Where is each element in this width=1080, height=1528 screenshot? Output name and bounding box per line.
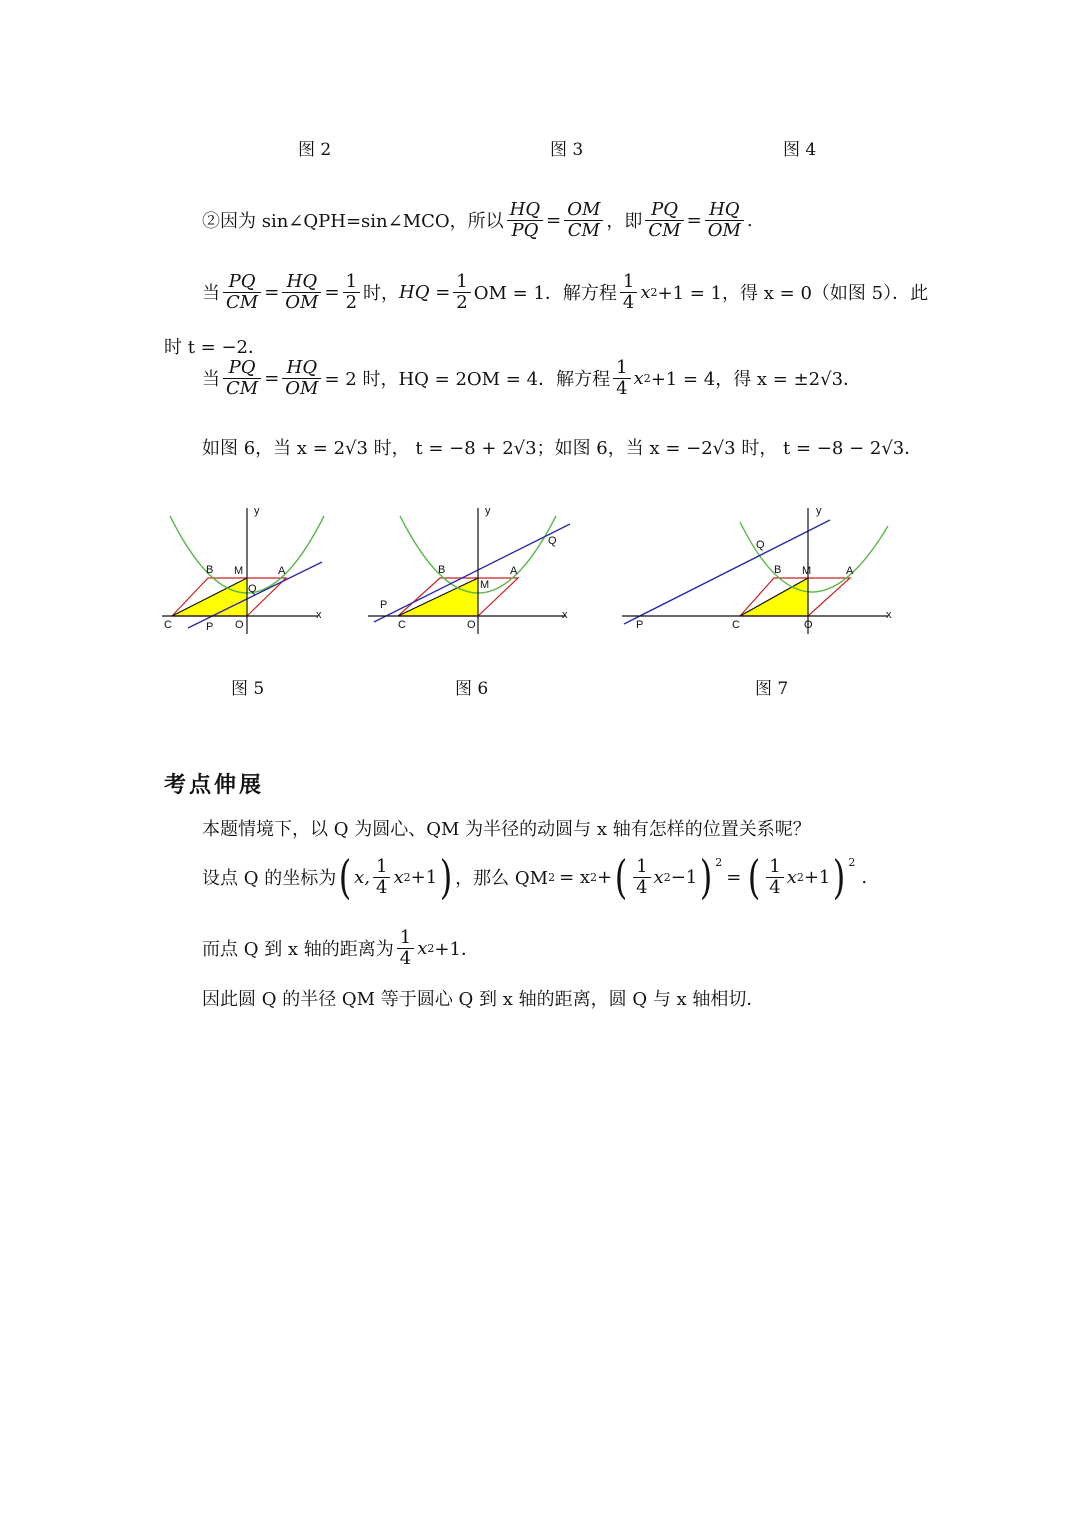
- extension-paragraph-4: 因此圆 Q 的半径 QM 等于圆心 Q 到 x 轴的距离，圆 Q 与 x 轴相切．: [202, 989, 765, 1010]
- point-label: B: [438, 564, 446, 576]
- section-heading: 考点伸展: [164, 773, 265, 798]
- caption-fig4: 图 4: [783, 140, 817, 160]
- fraction: $\frac{1}{4}$: [766, 857, 783, 898]
- extension-paragraph-1: 本题情境下，以 Q 为圆心、QM 为半径的动圆与 x 轴有怎样的位置关系呢？: [202, 819, 811, 840]
- solution-line-2: 当 $\frac{PQ}{CM}$ = $\frac{HQ}{OM}$ = $\frac{1}{2}$ 时， HQ = $\frac{1}{2}$ OM = 1．解方程 $\frac{1}{4}$ x 2 +1 = 1，得 x = 0（如图 5）．此: [202, 271, 929, 313]
- fraction: $\frac{1}{2}$: [453, 272, 470, 313]
- fraction: $\frac{HQ}{PQ}$: [507, 200, 543, 241]
- point-label: P: [380, 599, 388, 611]
- point-label: M: [802, 565, 812, 577]
- caption-fig2: 图 2: [298, 140, 332, 160]
- caption-fig6: 图 6: [455, 679, 489, 699]
- extension-paragraph-3: 而点 Q 到 x 轴的距离为 $\frac{1}{4}$ x 2 +1．: [202, 927, 479, 969]
- fraction: $\frac{HQ}{OM}$: [705, 200, 744, 241]
- fraction: $\frac{OM}{CM}$: [564, 200, 603, 241]
- point-label: M: [234, 565, 244, 577]
- figure-6: [362, 500, 572, 640]
- point-label: y: [254, 505, 260, 517]
- fraction: $\frac{PQ}{CM}$: [645, 200, 683, 241]
- caption-fig7: 图 7: [755, 679, 789, 699]
- fraction: $\frac{1}{4}$: [620, 272, 637, 313]
- point-label: x: [886, 609, 892, 621]
- fraction: $\frac{1}{4}$: [613, 358, 630, 399]
- point-label: Q: [248, 583, 257, 595]
- fraction: $\frac{HQ}{OM}$: [282, 358, 321, 399]
- figure-7: [618, 500, 908, 640]
- fraction: $\frac{1}{2}$: [343, 272, 360, 313]
- fraction: $\frac{PQ}{CM}$: [223, 272, 261, 313]
- fraction: $\frac{1}{4}$: [397, 928, 414, 969]
- extension-paragraph-2: 设点 Q 的坐标为 ( x, $\frac{1}{4}$ x 2 +1 ) ，那么 QM 2 = x 2 + ( $\frac{1}{4}$ x 2 −1 ) $^2$ = ( $\frac{1}{4}$ x 2 +1 ) $^2$ .: [202, 850, 868, 904]
- solution-line-1: ②因为 sin∠QPH=sin∠MCO，所以 $\frac{HQ}{PQ}$ = $\frac{OM}{CM}$ ，即 $\frac{PQ}{CM}$ = $\frac{HQ}{OM}$ .: [202, 199, 753, 241]
- fraction: $\frac{PQ}{CM}$: [223, 358, 261, 399]
- point-label: O: [235, 619, 244, 631]
- caption-fig3: 图 3: [550, 140, 584, 160]
- fraction: $\frac{HQ}{OM}$: [282, 272, 321, 313]
- point-label: A: [510, 565, 518, 577]
- point-label: Q: [756, 539, 765, 551]
- caption-fig5: 图 5: [231, 679, 265, 699]
- figure-5: [158, 500, 328, 640]
- point-label: O: [467, 619, 476, 631]
- point-label: y: [816, 505, 822, 517]
- point-label: B: [774, 564, 782, 576]
- fraction: $\frac{1}{4}$: [373, 857, 390, 898]
- parabola: [740, 522, 888, 592]
- point-label: C: [732, 619, 740, 631]
- solution-line-4: 当 $\frac{PQ}{CM}$ = $\frac{HQ}{OM}$ = 2 时， HQ = 2OM = 4．解方程 $\frac{1}{4}$ x 2 +1 = 4，得 x = ±2√3．: [202, 357, 862, 399]
- point-label: y: [485, 505, 491, 517]
- point-label: A: [278, 565, 286, 577]
- solution-line-5: 如图 6，当 x = 2√3 时， t = −8 + 2√3；如图 6，当 x = −2√3 时， t = −8 − 2√3．: [202, 438, 923, 459]
- point-label: B: [206, 564, 214, 576]
- point-label: M: [480, 579, 490, 591]
- point-label: P: [636, 619, 644, 631]
- point-label: x: [316, 609, 322, 621]
- point-label: C: [398, 619, 406, 631]
- solution-line-3: 时 t = −2．: [164, 337, 267, 358]
- point-label: A: [846, 565, 854, 577]
- fraction: $\frac{1}{4}$: [633, 857, 650, 898]
- point-label: Q: [548, 535, 557, 547]
- point-label: P: [206, 621, 214, 633]
- point-label: O: [804, 619, 813, 631]
- point-label: x: [562, 609, 568, 621]
- point-label: C: [164, 619, 172, 631]
